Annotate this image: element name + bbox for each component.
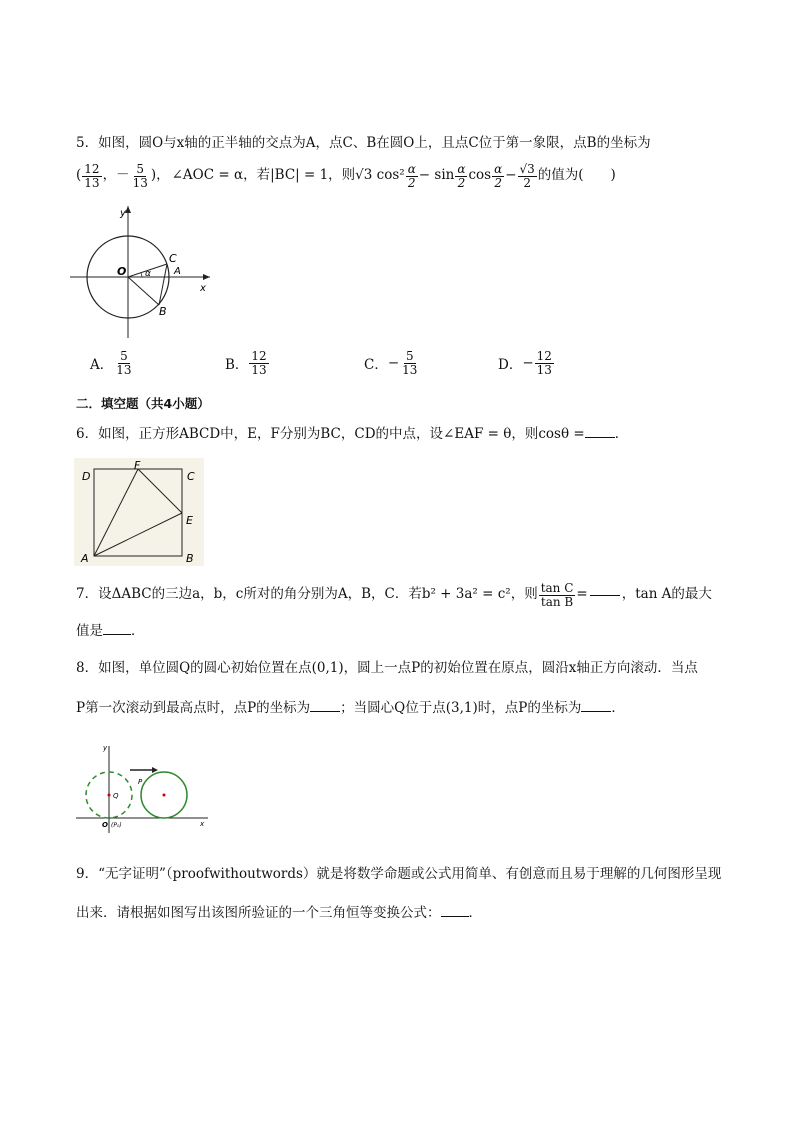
- q5-alpha-den-3: 2: [494, 175, 502, 190]
- q8-label-x: x: [200, 820, 205, 828]
- q5-option-A-den: 13: [116, 362, 132, 377]
- q8-line2: [76, 702, 625, 716]
- q5-alpha-half-2: [455, 163, 467, 189]
- q5-alpha-num-1: α: [407, 162, 416, 176]
- q5-option-A[interactable]: [90, 350, 135, 376]
- q9-line1: 9．“无字证明”（proofwithoutwords）就是将数学命题或公式用简单、有创意而且易于理解的几何图形呈现: [76, 866, 722, 882]
- q9-line2-text: 出来．请根据如图写出该图所验证的一个三角恒等变换公式：: [76, 905, 441, 921]
- q8-label-P0: (P₀): [111, 822, 122, 829]
- q5-option-B[interactable]: [225, 350, 270, 376]
- q5-alpha-half-3: [492, 163, 504, 189]
- q6-label-A: A: [81, 552, 89, 565]
- q5-option-D-frac: [535, 350, 554, 376]
- q5-option-B-frac: [249, 350, 268, 376]
- q8-answer-blank-2[interactable]: [581, 711, 611, 712]
- q5-option-A-letter: A．: [90, 357, 114, 374]
- q5-sqrt3-den: 2: [523, 175, 531, 190]
- q7-frac-den: tan B: [540, 594, 574, 609]
- q5-label-O: O: [117, 265, 127, 278]
- q5-label-A: A: [174, 266, 181, 277]
- q7-answer-blank-2[interactable]: [103, 634, 131, 635]
- q5-circle-figure: [70, 200, 215, 340]
- q5-angle-arc: [141, 273, 142, 277]
- q5-alpha-num-3: α: [494, 162, 503, 176]
- q8-line2a: P第一次滚动到最高点时，点P的坐标为: [76, 700, 311, 716]
- q8-rolling-circle-figure: [72, 740, 212, 835]
- q5-line1: 5．如图，圆O与x轴的正半轴的交点为A，点C、B在圆O上，且点C位于第一象限，点B的坐标为: [76, 135, 651, 151]
- q5-alpha-den-1: 2: [407, 175, 416, 190]
- q5-label-C: C: [169, 252, 177, 265]
- q5-label-x: x: [200, 283, 206, 294]
- q5-sqrt3-half: [518, 163, 537, 189]
- section-heading: 二．填空题（共4小题）: [76, 396, 210, 411]
- q5-option-D[interactable]: [498, 350, 555, 376]
- q5-bx-den: 13: [84, 175, 100, 190]
- q5-cos: cos: [468, 167, 492, 184]
- q5-comma-neg: ，－: [102, 167, 130, 184]
- q7-line2-start: 值是: [76, 623, 103, 639]
- q5-alpha-den-2: 2: [457, 175, 466, 190]
- q5-bx-num: 12: [84, 162, 100, 176]
- q5-option-C-den: 13: [402, 362, 418, 377]
- q5-option-C-letter: C．: [364, 357, 388, 374]
- q8-arrow-head-icon: [152, 767, 158, 773]
- q5-segment-OB: [128, 277, 159, 305]
- q7-line2-end: ．: [131, 623, 145, 639]
- q7-frac-num: tan C: [540, 581, 574, 595]
- q7-tan-fraction: [539, 582, 576, 608]
- q5-coord-close: )，: [150, 167, 170, 184]
- q5-coord-open: (: [76, 167, 82, 184]
- q5-x-arrow-icon: [203, 274, 210, 280]
- q8-label-Q: Q: [113, 792, 119, 800]
- q9-line2: [76, 907, 482, 921]
- q6-square-figure: [74, 458, 204, 566]
- q6-text: 6．如图，正方形ABCD中，E，F分别为BC，CD的中点，设∠EAF = θ，则cosθ =: [76, 426, 585, 442]
- q5-option-C-frac: [400, 350, 419, 376]
- q5-alpha-half-1: [406, 163, 418, 189]
- q7-line1: [76, 582, 712, 608]
- q8-line2b: ；当圆心Q位于点(3,1)时，点P的坐标为: [340, 700, 582, 716]
- q5-by-den: 13: [132, 175, 148, 190]
- q5-angle-text: ∠AOC = α，若|BC| = 1，则√3 cos²: [171, 167, 405, 184]
- q6-line: [76, 428, 628, 442]
- q6-answer-blank[interactable]: [585, 437, 615, 438]
- q5-option-D-num: 12: [536, 349, 552, 363]
- q5-by-num: 5: [136, 162, 145, 176]
- q7-line2: [76, 625, 145, 639]
- q5-option-C-sign: −: [387, 355, 400, 372]
- q5-minus: −: [505, 167, 517, 184]
- q5-option-D-den: 13: [536, 362, 552, 377]
- q7-text3: ，tan A的最大: [621, 586, 712, 603]
- q5-option-D-sign: −: [522, 355, 534, 372]
- q7-text1: 7．设ΔABC的三边a，b，c所对的角分别为A，B，C．若b² + 3a² = c²，则: [76, 586, 538, 603]
- q5-line2: [76, 163, 616, 189]
- q5-by-fraction: [131, 163, 150, 189]
- q5-option-A-frac: [114, 350, 133, 376]
- q6-label-B: B: [186, 552, 194, 565]
- q9-answer-blank[interactable]: [441, 916, 469, 917]
- q8-label-P: P: [138, 778, 143, 786]
- q5-label-alpha: α: [145, 269, 151, 279]
- q5-alpha-num-2: α: [457, 162, 466, 176]
- q6-label-C: C: [187, 470, 195, 483]
- q5-option-C[interactable]: [364, 350, 420, 376]
- q8-label-O: O: [102, 821, 108, 829]
- q5-minus-sin: − sin: [418, 167, 455, 184]
- q6-label-E: E: [186, 514, 193, 527]
- q5-tail: 的值为( ): [537, 167, 616, 184]
- q5-label-y: y: [120, 208, 126, 219]
- q5-option-B-letter: B．: [225, 357, 249, 374]
- q6-label-D: D: [82, 470, 91, 483]
- q8-answer-blank-1[interactable]: [310, 711, 340, 712]
- q5-option-B-den: 13: [251, 362, 267, 377]
- q5-option-B-num: 12: [251, 349, 267, 363]
- q8-label-y: y: [103, 744, 108, 752]
- q6-label-F: F: [134, 459, 141, 472]
- q7-text2: =: [576, 586, 588, 603]
- q8-line1: 8．如图，单位圆Q的圆心初始位置在点(0,1)，圆上一点P的初始位置在原点，圆沿x轴正方向滚动．当点: [76, 660, 698, 676]
- q5-option-C-num: 5: [405, 349, 414, 363]
- q5-label-B: B: [159, 305, 167, 318]
- q6-end: ．: [614, 426, 629, 442]
- q5-option-D-letter: D．: [498, 357, 523, 374]
- q5-option-A-num: 5: [120, 349, 128, 363]
- q9-line2-end: ．: [468, 905, 482, 921]
- q8-line2c: ．: [611, 700, 625, 716]
- q8-initial-center-dot: [108, 794, 111, 797]
- q8-rolled-center-dot: [163, 794, 166, 797]
- q7-answer-blank-1[interactable]: [590, 595, 620, 596]
- q5-sqrt3-num: √3: [519, 162, 535, 176]
- q5-bx-fraction: [82, 163, 101, 189]
